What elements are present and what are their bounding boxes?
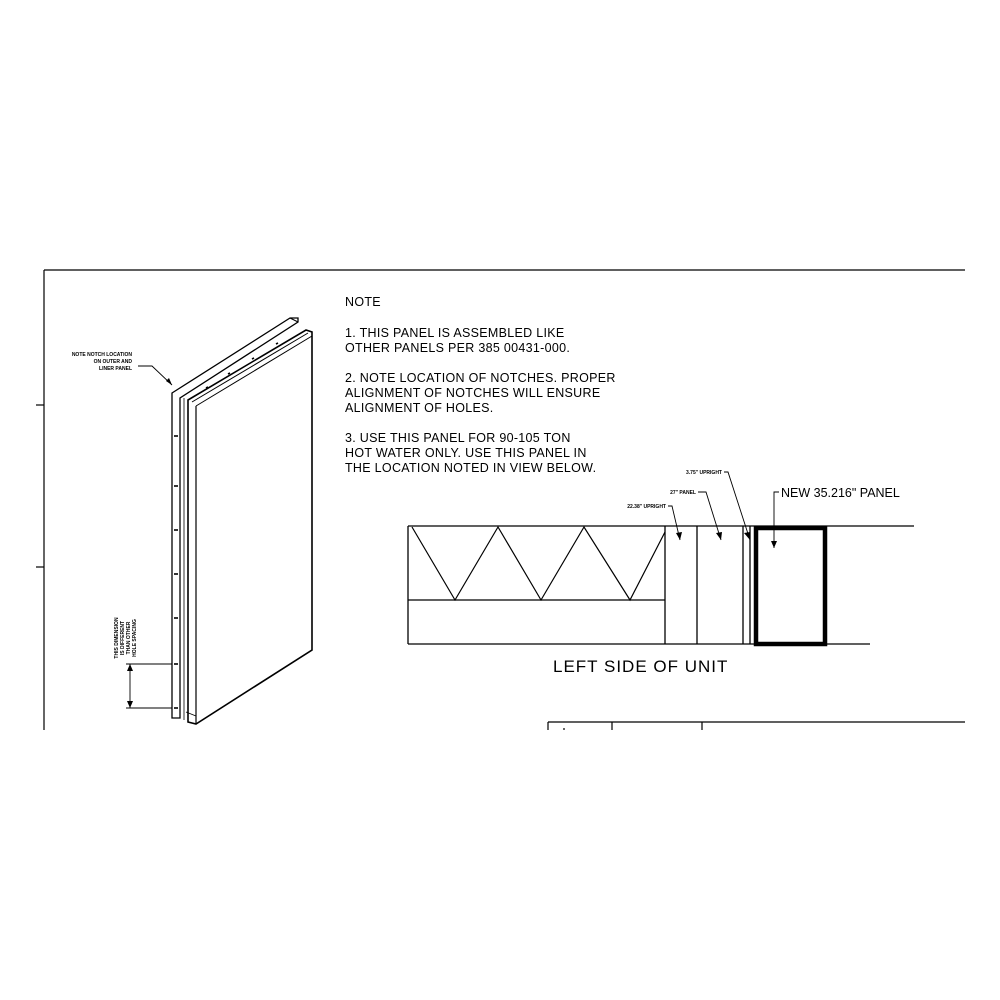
notes-heading: NOTE — [345, 295, 381, 309]
truss-zigzag — [412, 527, 665, 600]
note-3-line: HOT WATER ONLY. USE THIS PANEL IN — [345, 446, 587, 460]
dimension-note-line: THIS DIMENSION — [114, 617, 120, 659]
view-title: LEFT SIDE OF UNIT — [553, 657, 729, 676]
liner-panel — [188, 330, 312, 724]
hole-spacing-dimension — [126, 664, 172, 708]
notes-block — [345, 295, 616, 475]
new-panel-label: NEW 35.216" PANEL — [781, 486, 900, 500]
isometric-panel — [126, 318, 312, 724]
note-1-line: OTHER PANELS PER 385 00431-000. — [345, 341, 571, 355]
notch-callout-line: NOTE NOTCH LOCATION — [71, 352, 132, 358]
dimension-note-line: THAN OTHER — [126, 621, 132, 655]
callout-leaders — [668, 472, 779, 548]
new-panel-box — [756, 528, 825, 644]
leader-arrows — [676, 532, 777, 548]
note-3-line: 3. USE THIS PANEL FOR 90-105 TON — [345, 431, 571, 445]
notch-callout-line: LINER PANEL — [99, 366, 132, 372]
note-1-line: 1. THIS PANEL IS ASSEMBLED LIKE — [345, 326, 565, 340]
callout-upright-375: 3.75" UPRIGHT — [686, 470, 722, 476]
notch-callout-text — [72, 352, 133, 372]
callout-upright-2238: 22.38" UPRIGHT — [627, 504, 666, 510]
notch-callout-line: ON OUTER AND — [93, 359, 132, 365]
note-2-line: ALIGNMENT OF NOTCHES WILL ENSURE — [345, 386, 601, 400]
notch-callout-leader — [138, 366, 172, 385]
note-2-line: 2. NOTE LOCATION OF NOTCHES. PROPER — [345, 371, 616, 385]
dimension-note-line: IS DIFFERENT — [120, 620, 126, 656]
callout-panel-27: 27" PANEL — [670, 490, 696, 496]
note-2-line: ALIGNMENT OF HOLES. — [345, 401, 494, 415]
dimension-note — [114, 617, 138, 659]
dimension-note-line: HOLE SPACING — [132, 619, 138, 657]
note-3-line: THE LOCATION NOTED IN VIEW BELOW. — [345, 461, 597, 475]
